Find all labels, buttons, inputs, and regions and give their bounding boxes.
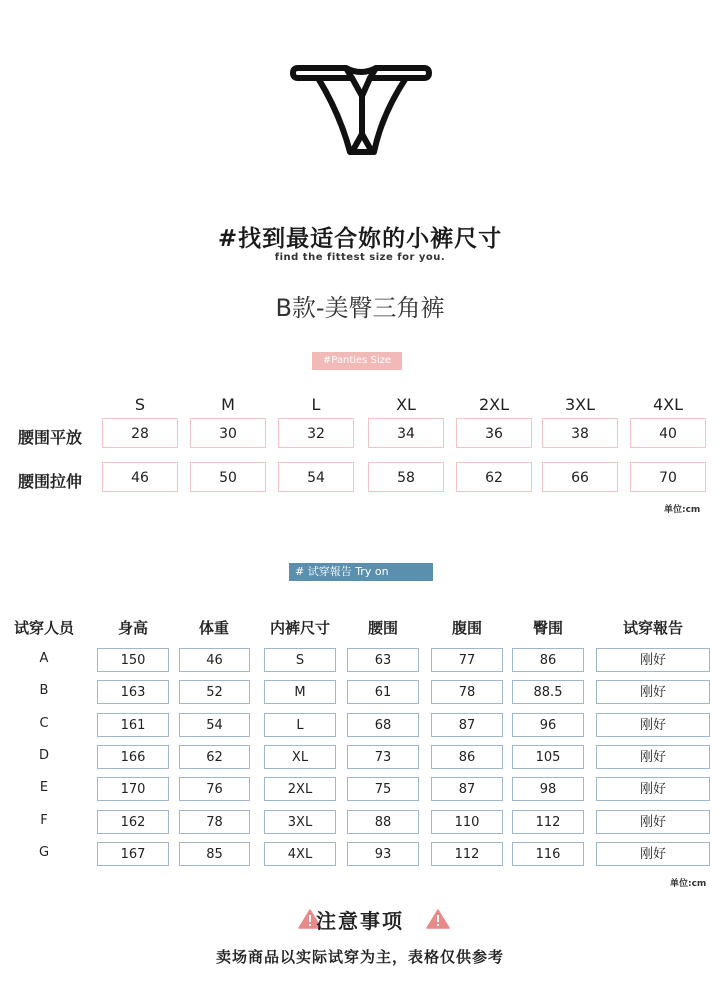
unit-label: 单位:cm <box>664 505 701 515</box>
report-cell: 刚好 <box>596 745 710 769</box>
notice-text: 卖场商品以实际试穿为主，表格仅供参考 <box>215 948 504 966</box>
size-cell: S <box>264 648 336 672</box>
hip-cell: 96 <box>512 713 584 737</box>
size-header: XL <box>396 395 416 414</box>
height-cell: 166 <box>97 745 169 769</box>
header-waist: 腰围 <box>367 619 398 637</box>
tester-id: B <box>39 683 49 699</box>
header-belly: 腹围 <box>451 619 482 637</box>
weight-cell: 54 <box>179 713 250 737</box>
tester-id: E <box>39 780 49 796</box>
height-cell: 167 <box>97 842 169 866</box>
size-header: 2XL <box>478 395 510 414</box>
style-name: B款-美臀三角裤 <box>275 294 445 322</box>
size-cell: 46 <box>102 462 178 492</box>
size-cell: 62 <box>456 462 532 492</box>
size-cell: 58 <box>368 462 444 492</box>
size-cell: 40 <box>630 418 706 448</box>
size-header: S <box>134 395 146 414</box>
size-cell: 28 <box>102 418 178 448</box>
header-hip: 臀围 <box>532 619 563 637</box>
size-cell: 3XL <box>264 810 336 834</box>
size-cell: L <box>264 713 336 737</box>
row-label-waist-flat: 腰围平放 <box>18 428 83 447</box>
hip-cell: 105 <box>512 745 584 769</box>
waist-cell: 88 <box>347 810 419 834</box>
panties-size-tag: #Panties Size <box>312 352 402 370</box>
report-cell: 刚好 <box>596 680 710 704</box>
belly-cell: 86 <box>431 745 503 769</box>
belly-cell: 110 <box>431 810 503 834</box>
size-cell: 30 <box>190 418 266 448</box>
weight-cell: 76 <box>179 777 250 801</box>
size-header: 3XL <box>564 395 596 414</box>
belly-cell: 78 <box>431 680 503 704</box>
waist-cell: 93 <box>347 842 419 866</box>
height-cell: 162 <box>97 810 169 834</box>
report-cell: 刚好 <box>596 810 710 834</box>
height-cell: 163 <box>97 680 169 704</box>
size-header: 4XL <box>652 395 684 414</box>
size-cell: 38 <box>542 418 618 448</box>
header-size: 内裤尺寸 <box>269 619 330 637</box>
height-cell: 150 <box>97 648 169 672</box>
belly-cell: 77 <box>431 648 503 672</box>
belly-cell: 87 <box>431 777 503 801</box>
size-header: M <box>221 395 235 414</box>
hip-cell: 98 <box>512 777 584 801</box>
size-cell: 54 <box>278 462 354 492</box>
size-cell: 50 <box>190 462 266 492</box>
report-cell: 刚好 <box>596 648 710 672</box>
hip-cell: 112 <box>512 810 584 834</box>
tester-id: C <box>39 715 49 731</box>
warning-icon <box>426 909 450 929</box>
tester-id: F <box>40 812 48 828</box>
height-cell: 170 <box>97 777 169 801</box>
header-height: 身高 <box>117 619 148 637</box>
size-cell: 2XL <box>264 777 336 801</box>
size-cell: 4XL <box>264 842 336 866</box>
weight-cell: 46 <box>179 648 250 672</box>
header-tester: 试穿人员 <box>13 619 74 637</box>
waist-cell: 61 <box>347 680 419 704</box>
page-title: #找到最适合妳的小裤尺寸 <box>217 226 503 252</box>
size-cell: M <box>264 680 336 704</box>
panties-icon <box>290 62 432 162</box>
size-cell: 66 <box>542 462 618 492</box>
row-label-waist-stretch: 腰围拉伸 <box>18 472 83 491</box>
hip-cell: 88.5 <box>512 680 584 704</box>
header-weight: 体重 <box>198 619 229 637</box>
header-report: 试穿報告 <box>622 619 683 637</box>
weight-cell: 85 <box>179 842 250 866</box>
report-cell: 刚好 <box>596 713 710 737</box>
size-cell: 36 <box>456 418 532 448</box>
try-on-tag: # 试穿報告 Try on Reports <box>289 563 433 581</box>
hip-cell: 116 <box>512 842 584 866</box>
weight-cell: 78 <box>179 810 250 834</box>
size-cell: 70 <box>630 462 706 492</box>
waist-cell: 75 <box>347 777 419 801</box>
tester-id: G <box>38 844 50 860</box>
tester-id: D <box>38 747 49 763</box>
belly-cell: 112 <box>431 842 503 866</box>
hip-cell: 86 <box>512 648 584 672</box>
tester-id: A <box>39 651 49 666</box>
belly-cell: 87 <box>431 713 503 737</box>
size-cell: 32 <box>278 418 354 448</box>
unit-label: 单位:cm <box>670 879 707 889</box>
size-cell: XL <box>264 745 336 769</box>
waist-cell: 73 <box>347 745 419 769</box>
waist-cell: 68 <box>347 713 419 737</box>
height-cell: 161 <box>97 713 169 737</box>
size-cell: 34 <box>368 418 444 448</box>
weight-cell: 52 <box>179 680 250 704</box>
report-cell: 刚好 <box>596 777 710 801</box>
notice-title: 注意事项 <box>316 909 404 933</box>
weight-cell: 62 <box>179 745 250 769</box>
report-cell: 刚好 <box>596 842 710 866</box>
page-subtitle: find the fittest size for you. <box>274 252 446 263</box>
waist-cell: 63 <box>347 648 419 672</box>
size-header: L <box>311 395 321 414</box>
